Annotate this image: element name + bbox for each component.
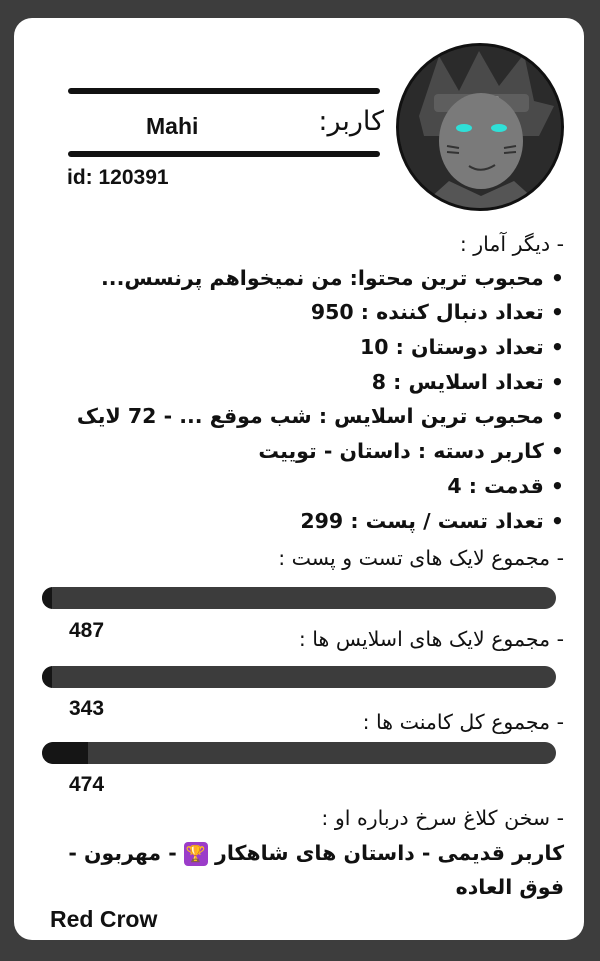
progress-fill	[42, 587, 52, 609]
comment-part2: - مهربون - فوق العاده	[68, 841, 564, 899]
progress-bar	[42, 587, 556, 609]
progress-fill	[42, 666, 52, 688]
trophy-icon: 🏆	[184, 842, 208, 866]
stat-item: • تعداد تست / پست : 299	[300, 509, 564, 533]
total-value: 343	[69, 697, 105, 720]
user-label: کاربر:	[318, 106, 384, 137]
stat-item: • تعداد اسلایس : 8	[372, 370, 564, 394]
total-label: - مجموع لایک های اسلایس ها :	[298, 627, 564, 651]
comment-header: - سخن کلاغ سرخ درباره او :	[321, 806, 564, 830]
comment-part1: کاربر قدیمی - داستان های شاهکار	[215, 841, 564, 865]
stat-item: • محبوب ترین محتوا: من نمیخواهم پرنسس...	[101, 266, 564, 290]
bottom-divider	[68, 151, 380, 157]
stats-header: - دیگر آمار :	[459, 232, 564, 256]
avatar[interactable]	[396, 43, 564, 211]
total-label: - مجموع لایک های تست و پست :	[278, 546, 564, 570]
progress-bar	[42, 742, 556, 764]
profile-card	[14, 18, 584, 940]
top-divider	[68, 88, 380, 94]
stat-item: • تعداد دنبال کننده : 950	[311, 300, 564, 324]
progress-bar	[42, 666, 556, 688]
comment-author: Red Crow	[50, 906, 158, 932]
user-id: id: 120391	[67, 166, 169, 189]
total-label: - مجموع کل کامنت ها :	[362, 710, 564, 734]
total-value: 474	[69, 773, 105, 796]
total-value: 487	[69, 619, 105, 642]
stat-item: • کاربر دسته : داستان - توییت	[258, 439, 564, 463]
comment-text	[50, 836, 564, 904]
stat-item: • قدمت : 4	[447, 474, 564, 498]
progress-fill	[42, 742, 88, 764]
stat-item: • تعداد دوستان : 10	[360, 335, 564, 359]
stat-item: • محبوب ترین اسلایس : شب موقع ... - 72 لایک	[77, 404, 564, 428]
username[interactable]: Mahi	[146, 113, 199, 139]
anime-character-avatar-icon	[399, 46, 561, 208]
